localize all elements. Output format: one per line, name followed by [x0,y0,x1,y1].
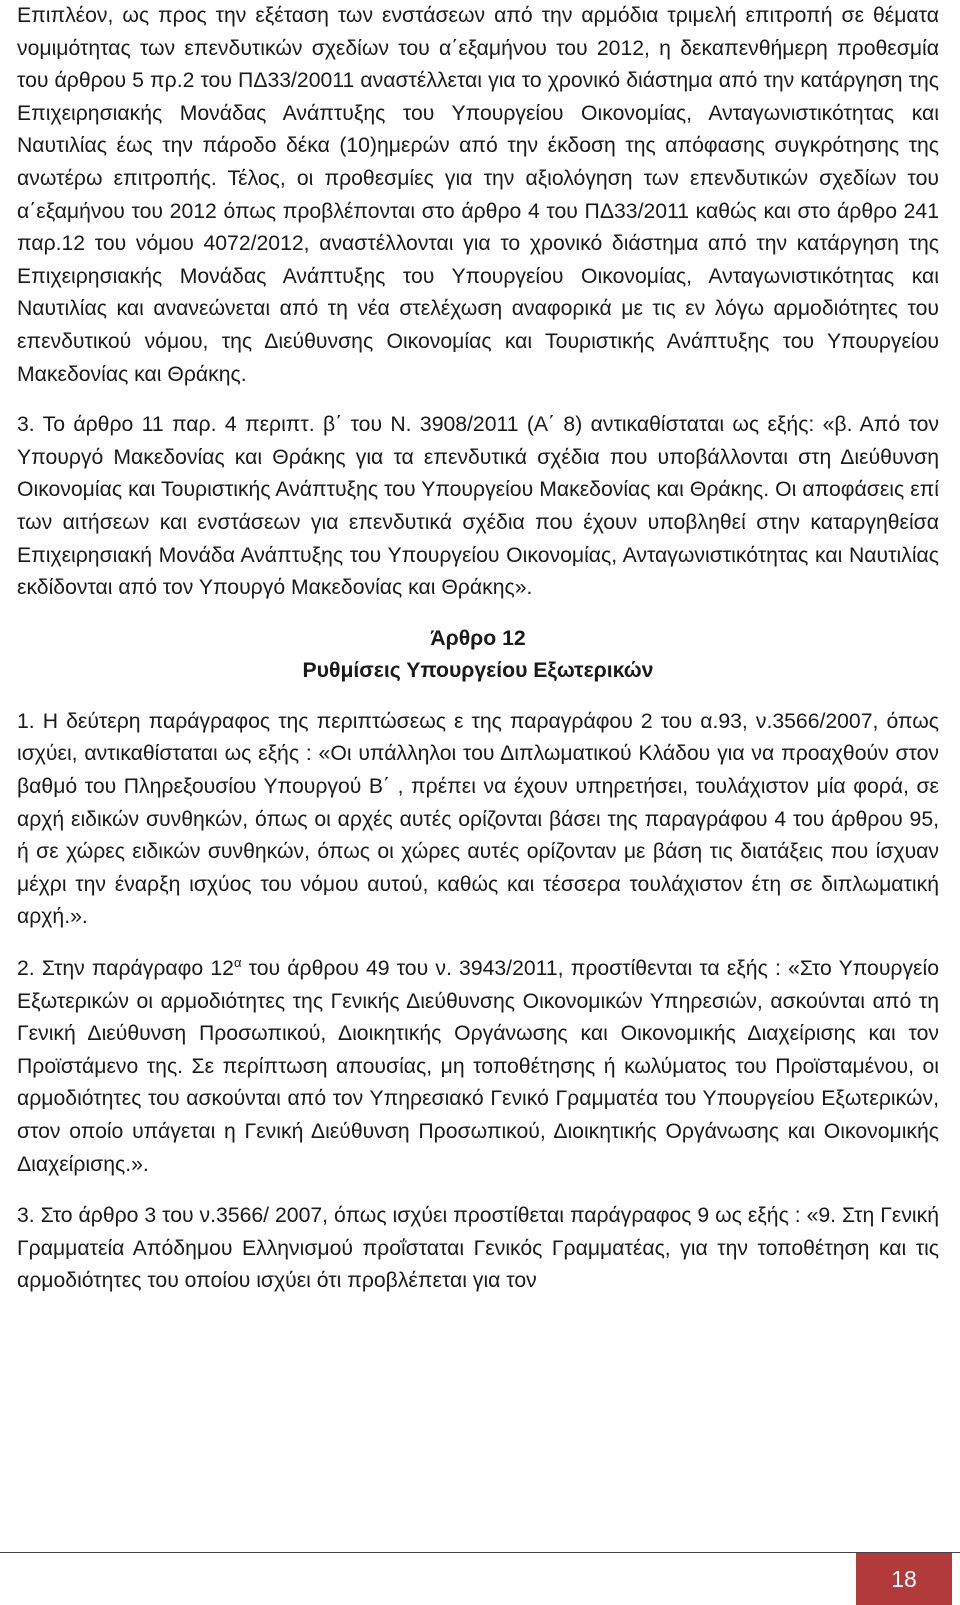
article-subtitle: Ρυθμίσεις Υπουργείου Εξωτερικών [302,659,654,683]
paragraph-4-start: 2. Στην παράγραφο 12 [17,957,234,981]
paragraph-foreign-ministry-services [17,953,939,1181]
page-number: 18 [891,1565,917,1592]
footer-divider [0,1552,960,1553]
superscript-alpha: α [233,954,242,970]
document-page [17,0,939,1298]
paragraph-diplomatic-branch: 1. Η δεύτερη παράγραφος της περιπτώσεως ε της παραγράφου 2 του α.93, ν.3566/2007, όπως ισχύει, αντικαθίσταται ως εξής : «Οι υπάλληλοι του Διπλωματικού Κλάδου για να προαχθούν στον βαθμό του Πληρεξουσίου Υπουργού Β΄ , πρέπει να έχουν υπηρετήσει, τουλάχιστον μία φορά, σε αρχή ειδικών συνθηκών, όπως οι αρχές αυτές ορίζονται βάσει της παραγράφου 4 του άρθρου 95, ή σε χώρες ειδικών συνθηκών, όπως οι χώρες αυτές ορίζονταν με βάση τις διατάξεις που ίσχυαν μέχρι την έναρξη ισχύος του νόμου αυτού, καθώς και τέσσερα τουλάχιστον έτη σε διπλωματική αρχή.». [17,709,939,929]
page-number-badge [856,1553,952,1605]
paragraph-secretariat-diaspora: 3. Στο άρθρο 3 του ν.3566/ 2007, όπως ισχύει προστίθεται παράγραφος 9 ως εξής : «9. Στη Γενική Γραμματεία Απόδημου Ελληνισμού προΐσταται Γενικός Γραμματέας, για την τοποθέτηση και τις αρμοδιότητες του οποίου ισχύει ότι προβλέπεται για τον [17,1204,939,1293]
paragraph-article-11-amendment: 3. Το άρθρο 11 παρ. 4 περιπτ. β΄ του Ν. 3908/2011 (Α΄ 8) αντικαθίσταται ως εξής: «β. Από τον Υπουργό Μακεδονίας και Θράκης για τα επενδυτικά σχέδια που υποβάλλονται στη Διεύθυνση Οικονομίας και Τουριστικής Ανάπτυξης του Υπουργείου Μακεδονίας και Θράκης. Οι αποφάσεις επί των αιτήσεων και ενστάσεων για επενδυτικά σχέδια που έχουν υποβληθεί στην καταργηθείσα Επιχειρησιακή Μονάδα Ανάπτυξης του Υπουργείου Οικονομίας, Ανταγωνιστικότητας και Ναυτιλίας εκδίδονται από τον Υπουργό Μακεδονίας και Θράκης». [17,413,939,600]
article-title: Άρθρο 12 [430,626,526,650]
paragraph-investment-deadlines: Επιπλέον, ως προς την εξέταση των ενστάσεων από την αρμόδια τριμελή επιτροπή σε θέματα νομιμότητας των επενδυτικών σχεδίων του α΄εξαμήνου του 2012, η δεκαπενθήμερη προθεσμία του άρθρου 5 πρ.2 του ΠΔ33/20011 αναστέλλεται για το χρονικό διάστημα από την κατάργηση της Επιχειρησιακής Μονάδας Ανάπτυξης του Υπουργείου Οικονομίας, Ανταγωνιστικότητας και Ναυτιλίας έως την πάροδο δέκα (10)ημερών από την έκδοση της απόφασης συγκρότησης της ανωτέρω επιτροπής. Τέλος, οι προθεσμίες για την αξιολόγηση των επενδυτικών σχεδίων του α΄εξαμήνου του 2012 όπως προβλέπονται στο άρθρο 4 του ΠΔ33/2011 καθώς και στο άρθρο 241 παρ.12 του νόμου 4072/2012, αναστέλλονται για το χρονικό διάστημα από την κατάργηση της Επιχειρησιακής Μονάδας Ανάπτυξης του Υπουργείου Οικονομίας, Ανταγωνιστικότητας και Ναυτιλίας και ανανεώνεται από τη νέα στελέχωση αναφορικά με τις εν λόγω αρμοδιότητες του επενδυτικού νόμου, της Διεύθυνσης Οικονομίας και Τουριστικής Ανάπτυξης του Υπουργείου Μακεδονίας και Θράκης. [17,4,939,386]
paragraph-4-rest: του άρθρου 49 του ν. 3943/2011, προστίθενται τα εξής : «Στο Υπουργείο Εξωτερικών οι αρμοδιότητες της Γενικής Διεύθυνσης Οικονομικών Υπηρεσιών, ασκούνται από τη Γενική Διεύθυνση Προσωπικού, Διοικητικής Οργάνωσης και Οικονομικής Διαχείρισης και τον Προϊστάμενο της. Σε περίπτωση απουσίας, μη τοποθέτησης ή κωλύματος του Προϊσταμένου, οι αρμοδιότητες του ασκούνται από τον Υπηρεσιακό Γενικό Γραμματέα του Υπουργείου Εξωτερικών, στον οποίο υπάγεται η Γενική Διεύθυνση Προσωπικού, Διοικητικής Οργάνωσης και Οικονομικής Διαχείρισης.». [17,957,939,1176]
